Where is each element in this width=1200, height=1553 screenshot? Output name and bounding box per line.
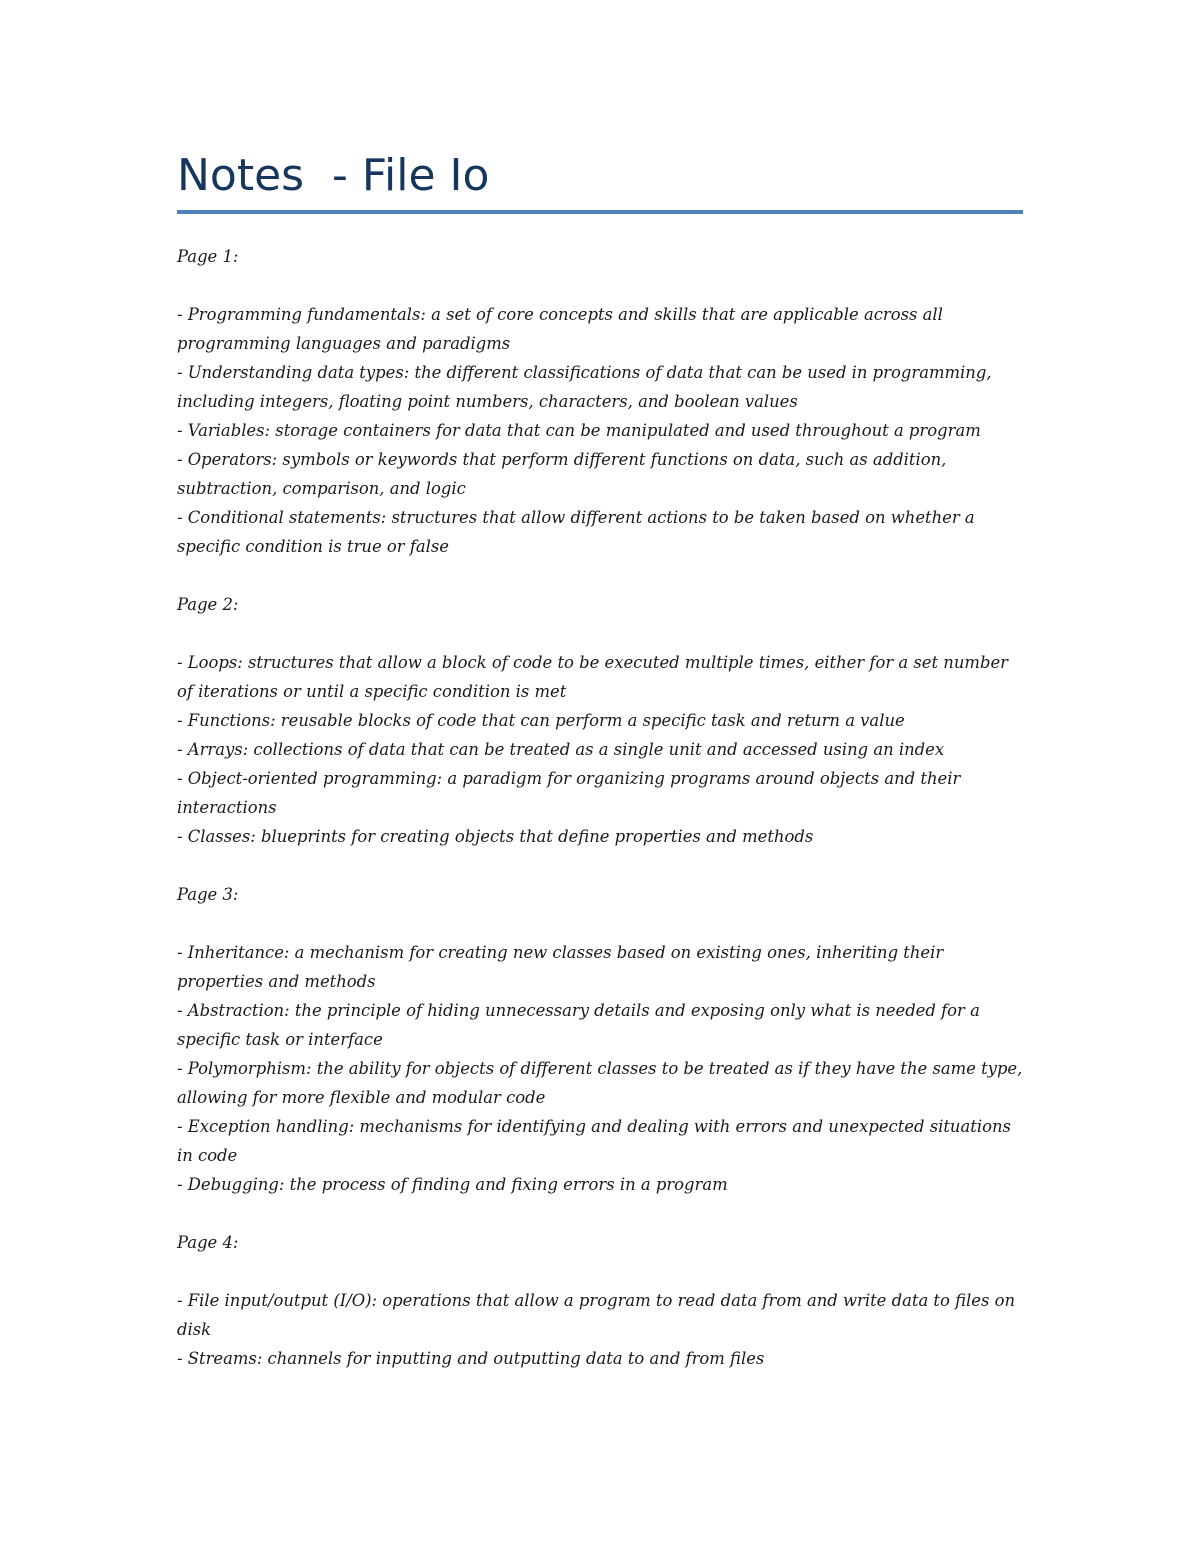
document-title: Notes - File Io	[177, 150, 490, 201]
section-label: Page 1:	[177, 247, 239, 266]
note-item: - Conditional statements: structures that allow different actions to be taken based on whether a specific condition is true or false	[177, 508, 975, 556]
note-item: - Polymorphism: the ability for objects of different classes to be treated as if they have the same type, allowing for more flexible and modular code	[177, 1059, 1023, 1107]
note-item: - Exception handling: mechanisms for identifying and dealing with errors and unexpected situations in code	[177, 1117, 1011, 1165]
note-list	[177, 938, 1023, 1199]
note-item: - Functions: reusable blocks of code that can perform a specific task and return a value	[177, 711, 905, 730]
note-item: - Arrays: collections of data that can be treated as a single unit and accessed using an index	[177, 740, 945, 759]
section-label: Page 3:	[177, 885, 239, 904]
section-label: Page 4:	[177, 1233, 239, 1252]
section-page-4	[177, 1228, 1023, 1373]
note-item: - Debugging: the process of finding and fixing errors in a program	[177, 1175, 728, 1194]
note-list	[177, 300, 1023, 561]
note-item: - Abstraction: the principle of hiding unnecessary details and exposing only what is needed for a specific task or interface	[177, 1001, 980, 1049]
note-item: - Object-oriented programming: a paradigm for organizing programs around objects and their interactions	[177, 769, 961, 817]
note-item: - Understanding data types: the different classifications of data that can be used in programming, including integers, floating point numbers, characters, and boolean values	[177, 363, 992, 411]
note-item: - Streams: channels for inputting and outputting data to and from files	[177, 1349, 765, 1368]
note-item: - Classes: blueprints for creating objects that define properties and methods	[177, 827, 814, 846]
section-label: Page 2:	[177, 595, 239, 614]
note-item: - Programming fundamentals: a set of core concepts and skills that are applicable across all programming languages and paradigms	[177, 305, 943, 353]
note-item: - Operators: symbols or keywords that perform different functions on data, such as addition, subtraction, comparison, and logic	[177, 450, 947, 498]
note-item: - File input/output (I/O): operations that allow a program to read data from and write data to files on disk	[177, 1291, 1016, 1339]
note-item: - Loops: structures that allow a block of code to be executed multiple times, either for a set number of iterations or until a specific condition is met	[177, 653, 1008, 701]
document-body	[177, 242, 1023, 1402]
section-page-1	[177, 242, 1023, 561]
note-item: - Inheritance: a mechanism for creating new classes based on existing ones, inheriting their properties and methods	[177, 943, 944, 991]
section-page-2	[177, 590, 1023, 851]
note-list	[177, 1286, 1023, 1373]
note-item: - Variables: storage containers for data that can be manipulated and used throughout a program	[177, 421, 981, 440]
note-list	[177, 648, 1023, 851]
title-underline	[177, 210, 1023, 214]
section-page-3	[177, 880, 1023, 1199]
